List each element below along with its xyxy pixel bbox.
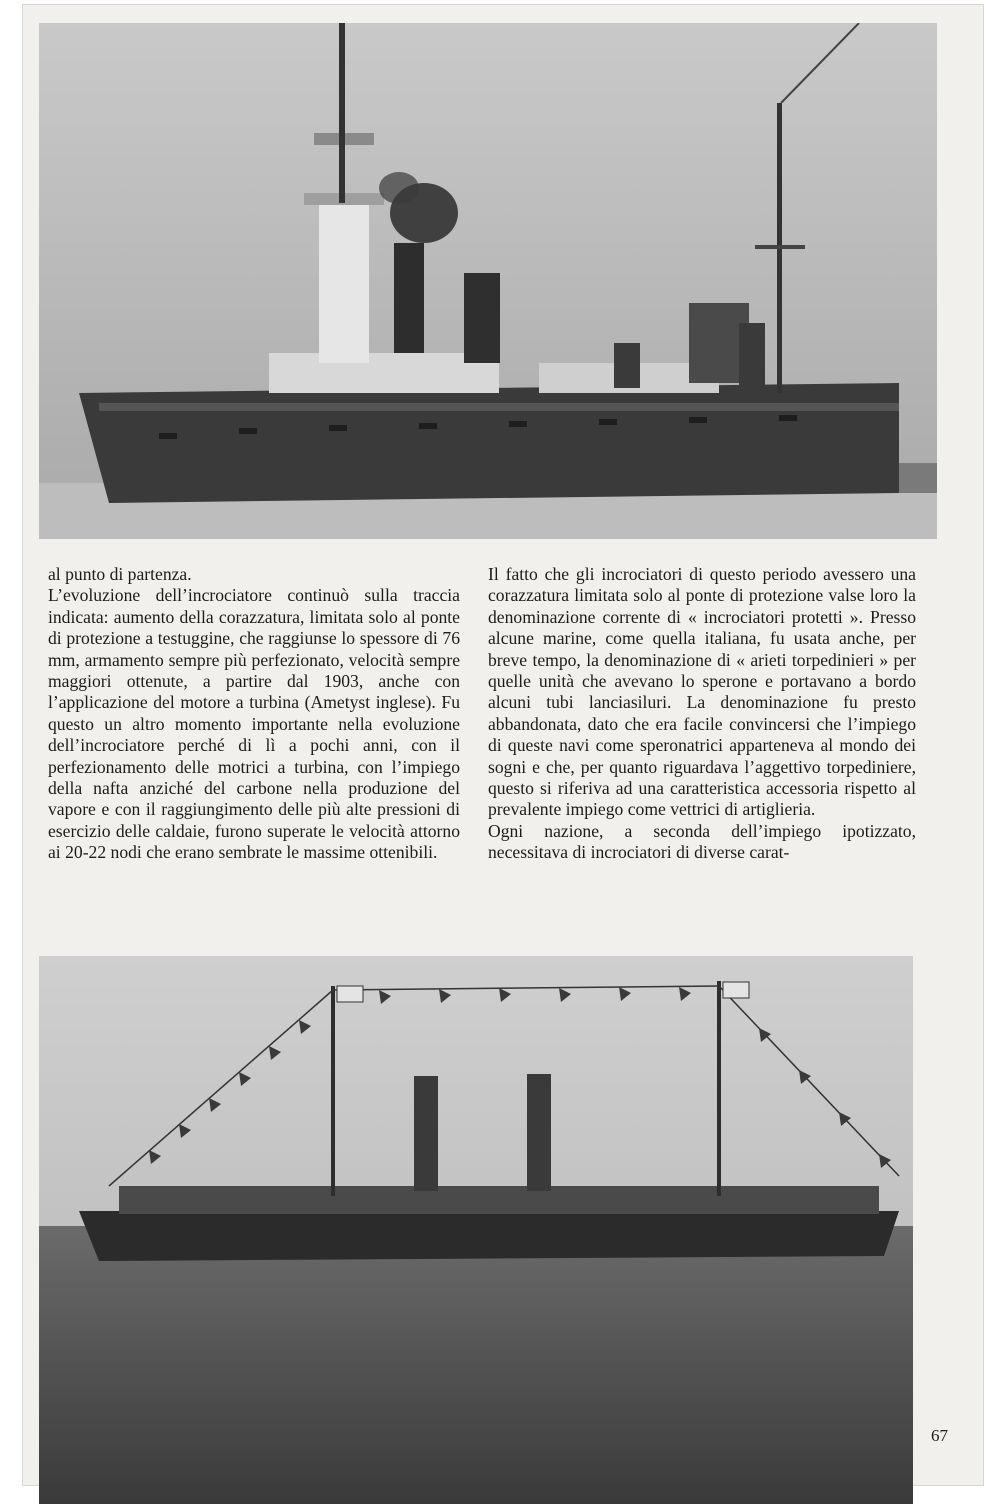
paragraph: Il fatto che gli incrociatori di questo periodo avessero una corazzatura limitata solo al ponte di protezione valse loro la denominazione corrente di « incrociatori protetti ». Presso alcune marine, come quella italiana, fu usata anche, per breve tempo, la denominazione di « arieti torpedinieri » per quelle unità che avevano lo sperone e portavano a bordo alcuni tubi lanciasiluri. La denominazione fu presto abbandonata, dato che era facile convincersi che l’impiego di queste navi come speronatrici apparteneva al mondo dei sogni e che, per quanto riguardava l’aggettivo torpediniere, questo si riferiva ad una caratteristica accessoria rispetto al prevalente impiego come vettrici di artiglieria. (488, 564, 916, 820)
battleship-photo (39, 23, 937, 539)
battleship-photo-icon (39, 23, 937, 539)
text-column-right (488, 564, 916, 864)
paragraph: al punto di partenza. (48, 564, 192, 584)
paragraph: L’evoluzione dell’incrociatore continuò sulla traccia indicata: aumento della corazzatura, limitata solo al ponte di protezione a testuggine, che raggiunse lo spessore di 76 mm, armamento sempre più perfezionato, velocità sempre maggiori ottenute, a partire dal 1903, anche con l’applicazione del motore a turbina (Ametyst inglese). Fu questo un altro momento importante nella evoluzione dell’incrociatore perché di lì a pochi anni, con il perfezionamento delle motrici a turbina, con l’impiego della nafta anziché del carbone nella produzione del vapore e con il raggiungimento delle più alte pressioni di esercizio delle caldaie, furono superate le velocità attorno ai 20-22 nodi che erano sembrate le massime ottenibili. (48, 585, 460, 863)
paragraph: Ogni nazione, a seconda dell’impiego ipotizzato, necessitava di incrociatori di diverse carat- (488, 820, 916, 863)
protected-cruiser-dressed-ship-photo-icon (39, 956, 913, 1504)
protected-cruiser-photo (39, 956, 913, 1504)
text-column-left (48, 564, 460, 864)
page-number: 67 (931, 1426, 948, 1445)
book-page (22, 4, 984, 1486)
